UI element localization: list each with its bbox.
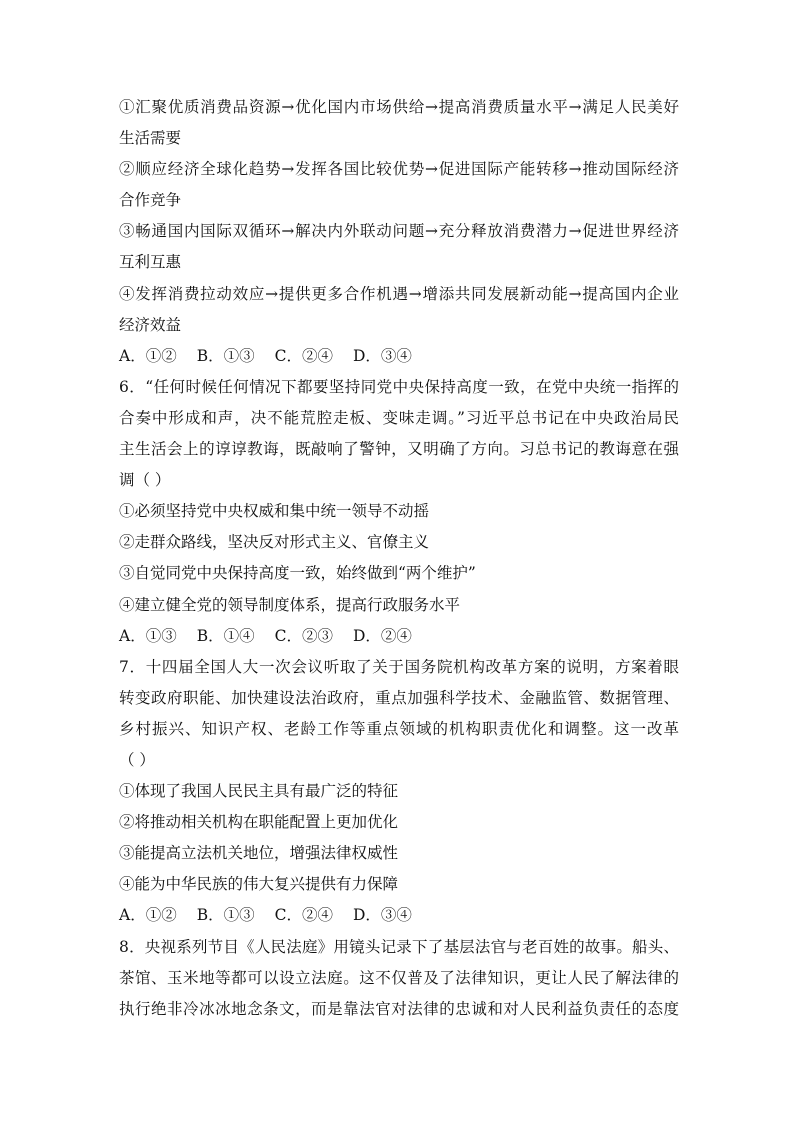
q6-choices <box>119 621 679 652</box>
q5-item-1-line-1: ①汇聚优质消费品资源→优化国内市场供给→提高消费质量水平→满足人民美好 <box>119 98 679 116</box>
q8-stem-line-1: 8．央视系列节目《人民法庭》用镜头记录下了基层法官与老百姓的故事。船头、 <box>119 937 679 956</box>
question-8 <box>119 932 679 1025</box>
q6-choice-a: A．①③ <box>119 626 177 645</box>
q7-stem-line-2: 转变政府职能、加快建设法治政府，重点加强科学技术、金融监管、数据管理、 <box>119 688 679 707</box>
q5-choice-d: D．③④ <box>352 346 412 365</box>
q7-choice-b: B．①③ <box>196 906 255 925</box>
question-6 <box>119 372 679 652</box>
q5-choice-c: C．②④ <box>274 346 333 365</box>
q7-item-3: ③能提高立法机关地位，增强法律权威性 <box>119 844 399 863</box>
q6-stem-line-4: 调（ ） <box>119 471 171 490</box>
q5-choice-a: A．①② <box>119 346 177 365</box>
q6-stem-line-1: 6．“任何时候任何情况下都要坚持同党中央保持高度一致，在党中央统一指挥的 <box>119 377 679 396</box>
q7-stem-line-1: 7．十四届全国人大一次会议听取了关于国务院机构改革方案的说明，方案着眼 <box>119 657 679 676</box>
q5-item-1-line-2: 生活需要 <box>119 129 182 148</box>
q7-item-1: ①体现了我国人民民主具有最广泛的特征 <box>119 782 399 801</box>
q5-item-2-line-2: 合作竞争 <box>119 191 182 210</box>
q5-choices <box>119 341 679 372</box>
q7-stem-line-3: 乡村振兴、知识产权、老龄工作等重点领域的机构职责优化和调整。这一改革 <box>119 719 679 738</box>
q6-item-2: ②走群众路线，坚决反对形式主义、官僚主义 <box>119 533 430 552</box>
q5-item-2-line-1: ②顺应经济全球化趋势→发挥各国比较优势→促进国际产能转移→推动国际经济 <box>119 160 679 179</box>
q8-stem-line-3: 执行绝非冷冰冰地念条文，而是靠法官对法律的忠诚和对人民利益负责任的态度 <box>119 999 679 1018</box>
q7-stem-line-4: （ ） <box>119 750 155 769</box>
q5-item-3-line-1: ③畅通国内国际双循环→解决内外联动问题→充分释放消费潜力→促进世界经济 <box>119 222 679 241</box>
q6-item-3: ③自觉同党中央保持高度一致，始终做到“两个维护” <box>119 564 476 583</box>
page-content <box>119 92 679 1025</box>
q6-stem-line-2: 合奏中形成和声，决不能荒腔走板、变味走调。”习近平总书记在中央政治局民 <box>119 408 679 427</box>
q5-item-4-line-1: ④发挥消费拉动效应→提供更多合作机遇→增添共同发展新动能→提高国内企业 <box>119 284 679 303</box>
q7-choice-a: A．①② <box>119 906 177 925</box>
q7-choices <box>119 900 679 931</box>
q6-stem-line-3: 主生活会上的谆谆教诲，既敲响了警钟，又明确了方向。习总书记的教诲意在强 <box>119 440 679 459</box>
q6-choice-b: B．①④ <box>196 626 255 645</box>
q6-item-1: ①必须坚持党中央权威和集中统一领导不动摇 <box>119 502 430 521</box>
q5-item-4-line-2: 经济效益 <box>119 315 182 334</box>
q6-choice-c: C．②③ <box>274 626 333 645</box>
q8-stem-line-2: 茶馆、玉米地等都可以设立法庭。这不仅普及了法律知识，更让人民了解法律的 <box>119 968 679 987</box>
q5-item-3-line-2: 互利互惠 <box>119 253 182 272</box>
question-7 <box>119 652 679 932</box>
q7-item-4: ④能为中华民族的伟大复兴提供有力保障 <box>119 875 399 894</box>
q6-item-4: ④建立健全党的领导制度体系，提高行政服务水平 <box>119 595 461 614</box>
q7-choice-c: C．②④ <box>274 906 333 925</box>
q6-choice-d: D．②④ <box>352 626 412 645</box>
q7-item-2: ②将推动相关机构在职能配置上更加优化 <box>119 813 399 832</box>
q5-options <box>119 92 679 372</box>
q7-choice-d: D．③④ <box>352 906 412 925</box>
q5-choice-b: B．①③ <box>196 346 255 365</box>
